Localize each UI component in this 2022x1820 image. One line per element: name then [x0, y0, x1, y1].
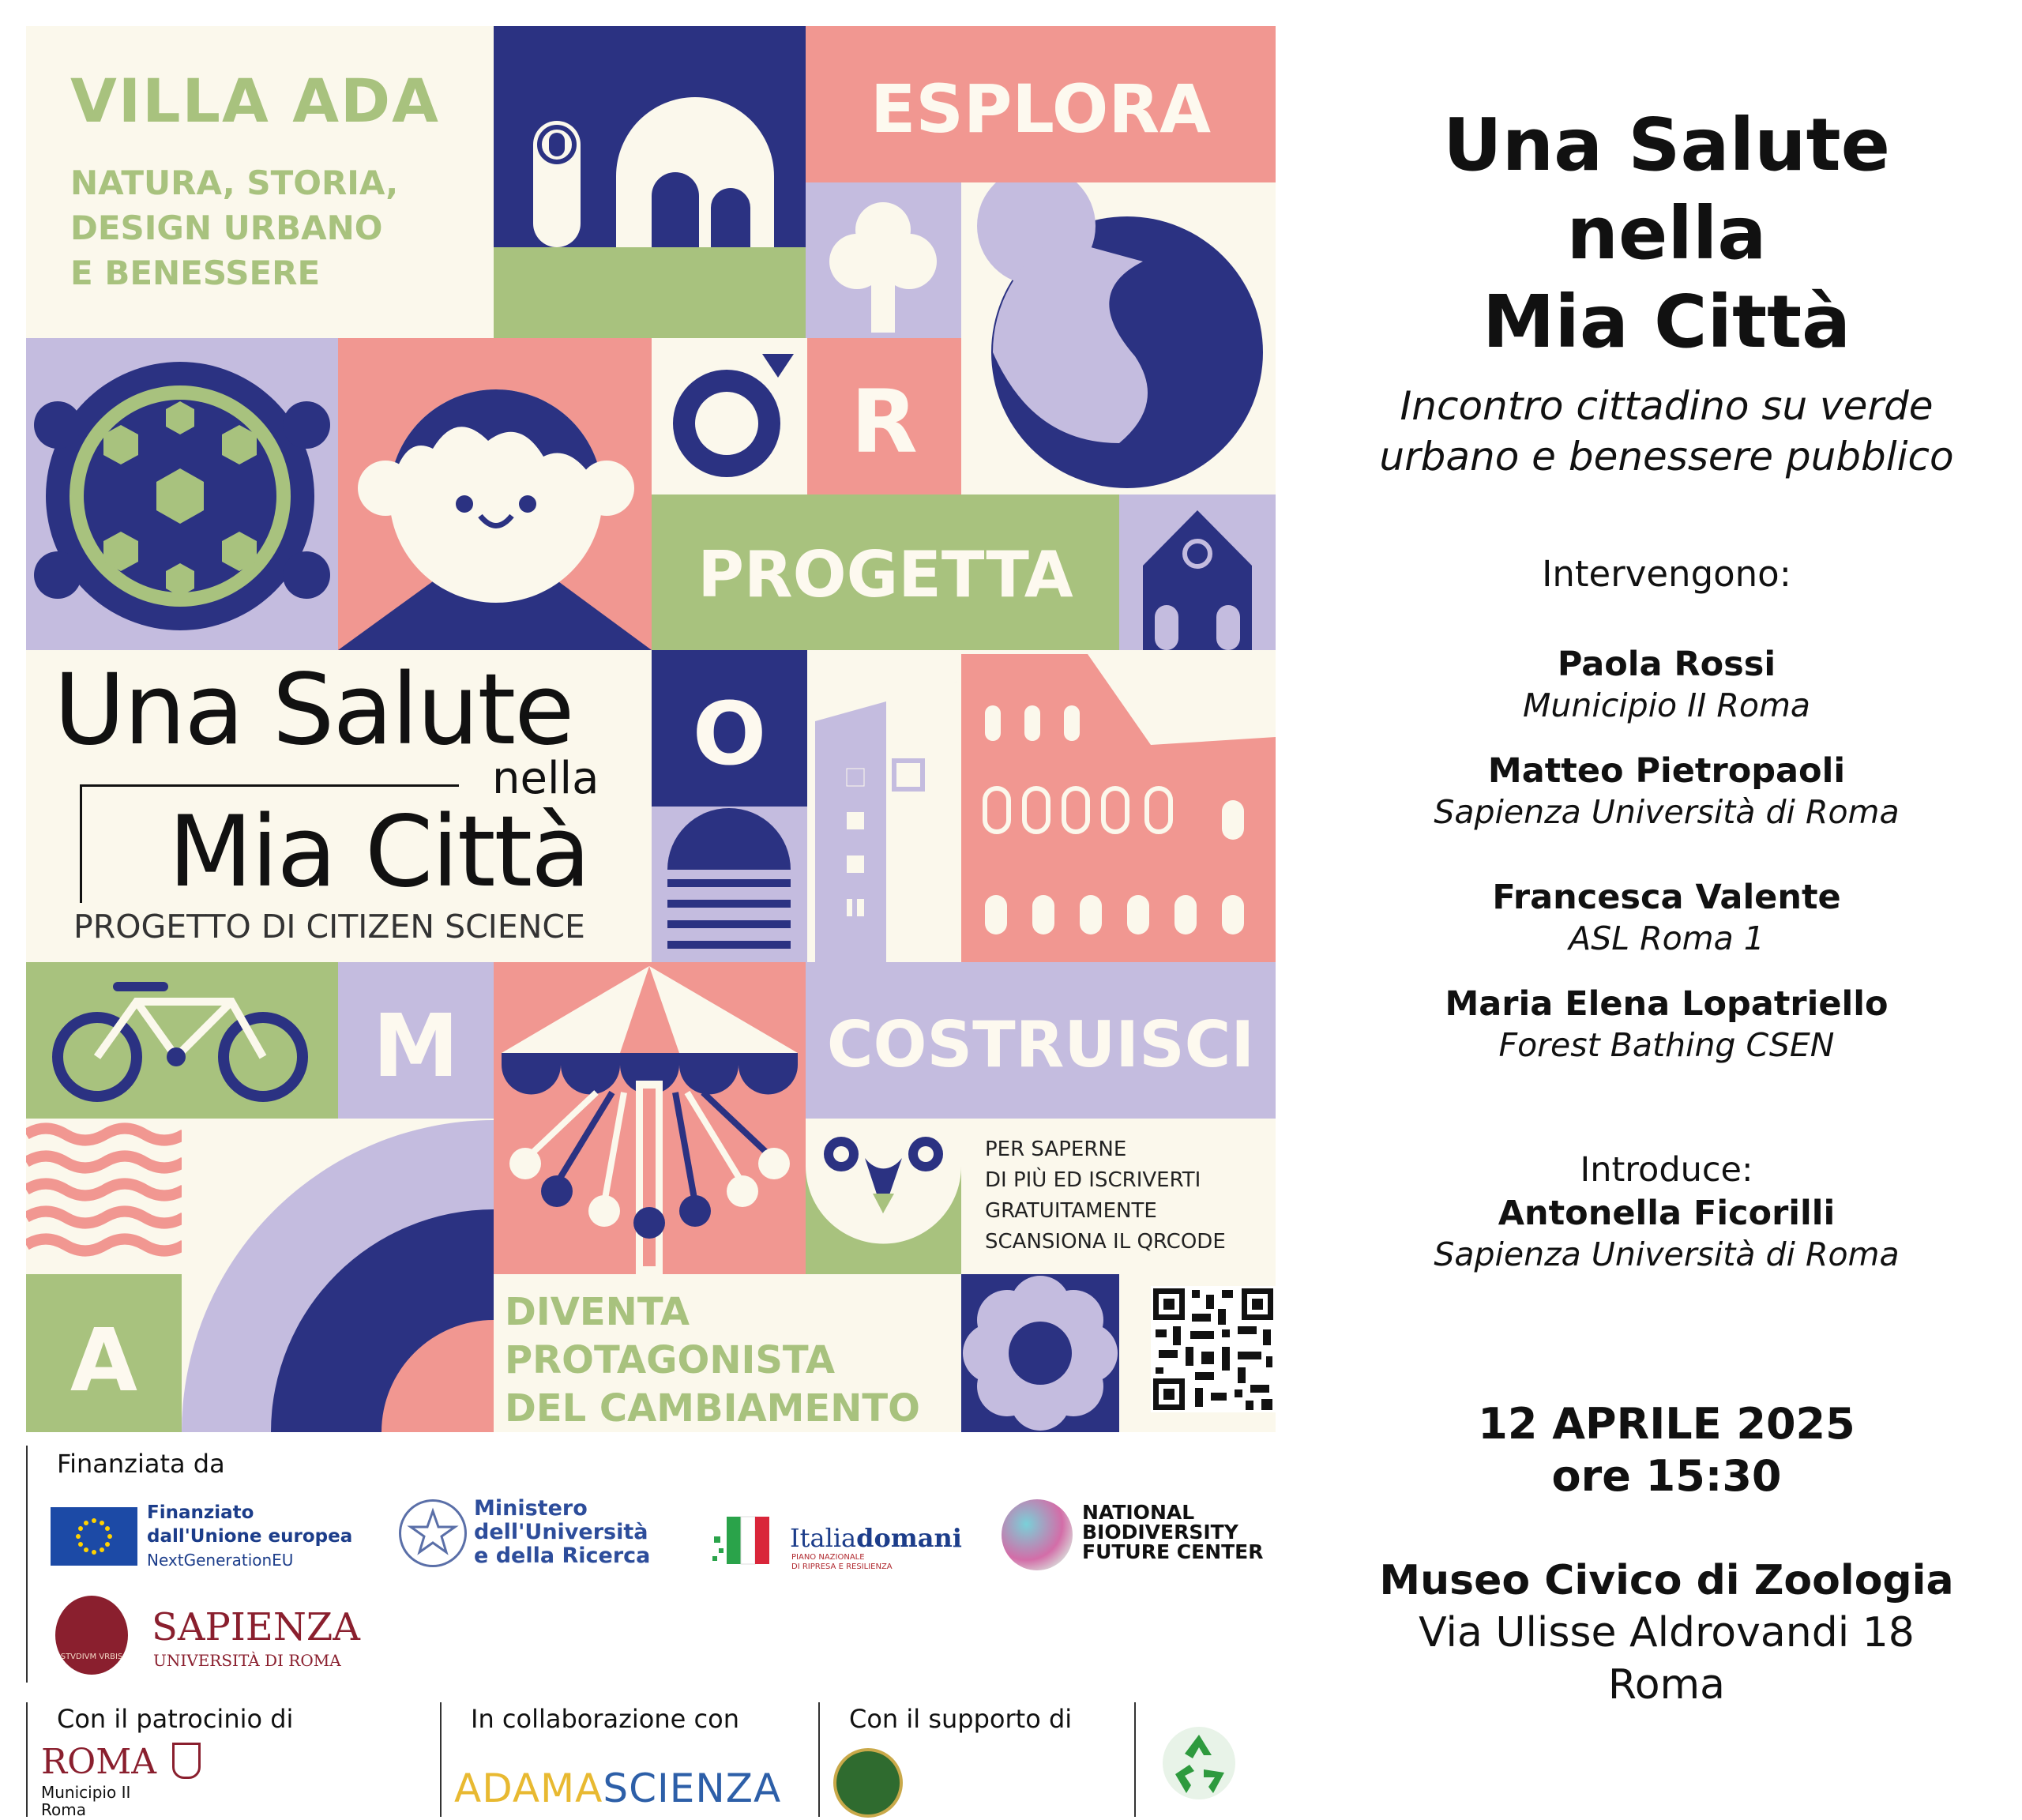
- building-block: [807, 650, 961, 962]
- carousel-block: [494, 962, 806, 1274]
- villa-ada-block: [26, 26, 494, 338]
- event-address: Via Ulisse Aldrovandi 18: [1419, 1609, 1915, 1656]
- progetta-block: [652, 494, 1119, 650]
- recycle-divider: [1134, 1702, 1136, 1817]
- collab-label: In collaborazione con: [471, 1704, 739, 1734]
- event-subtitle: Incontro cittadino su verde urbano e benessere pubblico: [1379, 383, 1954, 479]
- tree-icon: [806, 182, 961, 338]
- tree-block: [806, 182, 961, 338]
- event-title: Una Salute nella Mia Città: [1442, 103, 1891, 364]
- roma-logo: ROMA: [41, 1742, 157, 1782]
- italiadomani-flag-icon: [711, 1513, 782, 1568]
- title-rule-vertical: [80, 784, 82, 903]
- speaker-4: Maria Elena Lopatriello Forest Bathing CSEN: [1445, 984, 1889, 1064]
- turtle-block: [26, 338, 338, 650]
- costruisci-block: [806, 962, 1276, 1119]
- arch-illustration: [494, 26, 806, 247]
- building-illustration: [807, 650, 961, 962]
- event-poster: [26, 26, 1276, 1434]
- sapienza-seal-icon: STVDIVM VRBIS: [55, 1596, 128, 1675]
- ring-block: [652, 338, 807, 494]
- globe-block: [961, 182, 1276, 494]
- esplora-block: [806, 26, 1276, 182]
- letter-o-block: [652, 650, 807, 807]
- arch-block: [494, 26, 806, 247]
- project-label: PROGETTO DI CITIZEN SCIENCE: [73, 908, 585, 946]
- roma-municipio: Municipio II Roma: [41, 1783, 131, 1819]
- adama-scienza-logo: ADAMASCIENZA: [454, 1765, 782, 1811]
- speaker-1: Paola Rossi Municipio II Roma: [1522, 645, 1811, 724]
- house-icon: [1119, 494, 1276, 650]
- letter-r-block: [807, 338, 961, 494]
- sapienza-name: SAPIENZA: [152, 1605, 360, 1649]
- mur-emblem-icon: [399, 1499, 467, 1567]
- recycle-icon: [1159, 1724, 1238, 1803]
- support-label: Con il supporto di: [849, 1704, 1073, 1734]
- owl-icon: [806, 1119, 961, 1275]
- face-illustration: [338, 338, 652, 650]
- title-block: [26, 650, 652, 962]
- funded-by-label: Finanziata da: [57, 1449, 225, 1479]
- progetta-label: PROGETTA: [697, 538, 1073, 611]
- collab-divider: [440, 1702, 442, 1817]
- qr-info-block: [961, 1119, 1276, 1275]
- poster-title-line2: nella: [492, 753, 599, 804]
- waves-block: [26, 1119, 494, 1432]
- title-rule: [80, 784, 459, 787]
- house-block: [1119, 494, 1276, 650]
- cta-block: [494, 1274, 961, 1432]
- letter-m-block: [338, 962, 494, 1119]
- qr-info-text: PER SAPERNE DI PIÙ ED ISCRIVERTI GRATUITAMENTE SCANSIONA IL QRCODE: [985, 1138, 1226, 1254]
- support-divider: [818, 1702, 820, 1817]
- poster-title-line3: Mia Città: [168, 795, 590, 909]
- event-venue: Museo Civico di Zoologia: [1379, 1557, 1954, 1604]
- costruisci-label: COSTRUISCI: [826, 1008, 1255, 1081]
- villa-ada-subtitle: NATURA, STORIA, DESIGN URBANO E BENESSERE: [70, 164, 399, 292]
- patronage-divider: [26, 1702, 28, 1817]
- sunset-icon: [652, 807, 807, 962]
- letter-m: M: [372, 995, 460, 1096]
- nbfc-globe-icon: [1002, 1499, 1073, 1570]
- italiadomani-subtext: PIANO NAZIONALE DI RIPRESA E RESILIENZA: [791, 1553, 893, 1571]
- poster-title-line1: Una Salute: [54, 653, 573, 767]
- speaker-3: Francesca Valente ASL Roma 1: [1492, 878, 1841, 957]
- villa-ada-title: VILLA ADA: [70, 66, 440, 136]
- eu-logo-text: Finanziato dall'Unione europea NextGenerationEU: [147, 1502, 353, 1570]
- event-city: Roma: [1607, 1661, 1726, 1709]
- cta-text: DIVENTA PROTAGONISTA DEL CAMBIAMENTO: [505, 1290, 920, 1431]
- letter-r: R: [851, 371, 918, 472]
- ring-icon: [652, 338, 807, 494]
- qr-code-block[interactable]: [1119, 1274, 1276, 1432]
- sapienza-subtitle: UNIVERSITÀ DI ROMA: [153, 1651, 341, 1670]
- intro-label: Introduce:: [1580, 1150, 1753, 1190]
- sunset-block: [652, 807, 807, 962]
- intro-speaker: Antonella Ficorilli Sapienza Università di Roma: [1434, 1194, 1900, 1273]
- flower-icon: [961, 1274, 1119, 1432]
- esplora-label: ESPLORA: [870, 70, 1212, 148]
- nbfc-logo-text: NATIONAL BIODIVERSITY FUTURE CENTER: [1082, 1501, 1264, 1563]
- colosseum-block: [961, 650, 1276, 962]
- owl-block: [806, 1119, 961, 1275]
- qr-code[interactable]: [1119, 1274, 1276, 1432]
- roma-crest-icon: [172, 1743, 201, 1779]
- letter-a: A: [70, 1310, 138, 1411]
- globe-illustration: [961, 182, 1276, 494]
- bicycle-icon: [26, 962, 338, 1119]
- eu-flag-icon: [51, 1507, 137, 1566]
- mur-logo-text: Ministero dell'Università e della Ricerca: [474, 1496, 651, 1568]
- bike-block: [26, 962, 338, 1119]
- patronage-label: Con il patrocinio di: [57, 1704, 294, 1734]
- event-datetime: 12 APRILE 2025 ore 15:30: [1478, 1399, 1855, 1501]
- forest-sector-seal-icon: [833, 1748, 903, 1818]
- speakers-label: Intervengono:: [1542, 553, 1791, 595]
- italiadomani-logo-text: Italiadomani: [790, 1523, 962, 1553]
- face-block: [338, 338, 652, 650]
- letter-o: O: [692, 683, 767, 784]
- arch-base: [494, 247, 806, 338]
- colosseum-illustration: [961, 650, 1276, 962]
- turtle-illustration: [26, 338, 338, 650]
- sponsor-divider-left: [26, 1446, 28, 1683]
- speaker-2: Matteo Pietropaoli Sapienza Università di Roma: [1434, 751, 1900, 831]
- flower-block: [961, 1274, 1119, 1432]
- carousel-illustration: [494, 962, 806, 1274]
